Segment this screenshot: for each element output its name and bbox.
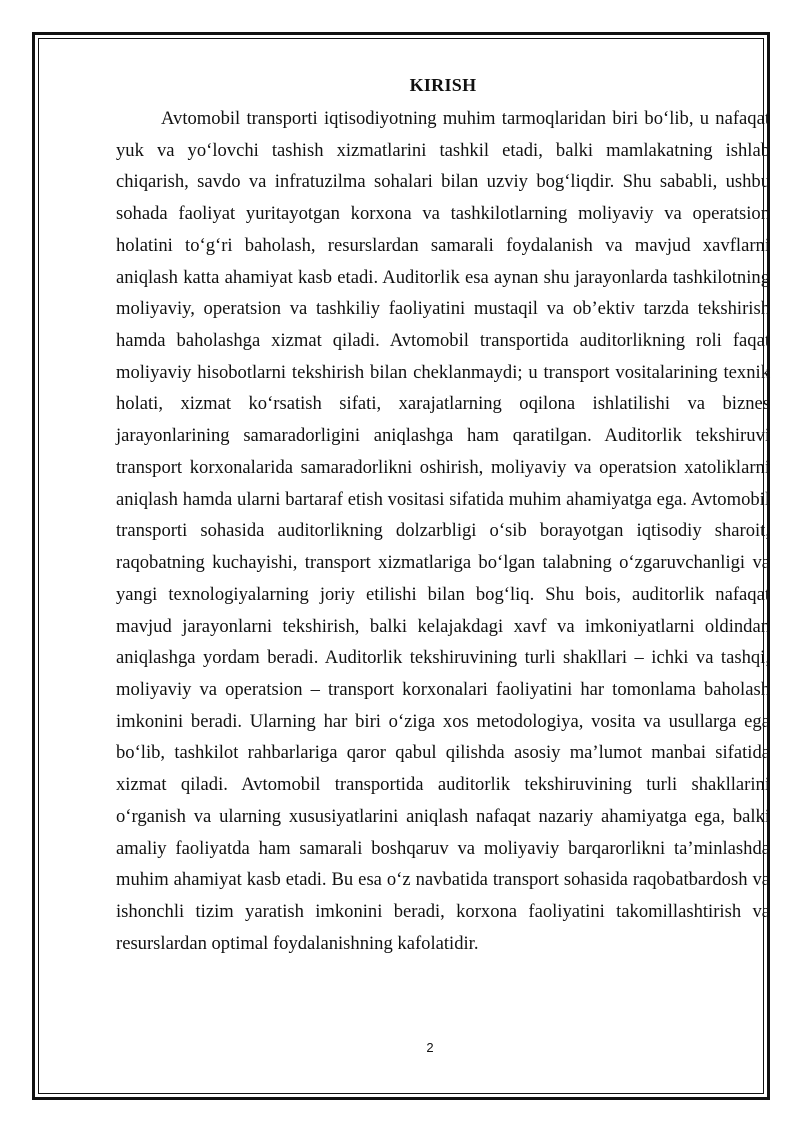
document-title: KIRISH [409, 75, 477, 95]
page-number: 2 [426, 1040, 434, 1055]
body-paragraph: Avtomobil transporti iqtisodiyotning muhim tarmoqlaridan biri bo‘lib, u nafaqat yuk va yo‘lovchi tashish xizmatlarini tashkil etadi, balki mamlakatning ishlab chiqarish, savdo va infratuzilma sohalari bilan uzviy bog‘liqdir. Shu sababli, ushbu sohada faoliyat yuritayotgan korxona va tashkilotlarning moliyaviy va operatsion holatini to‘g‘ri baholash, resurslardan samarali foydalanish va mavjud xavflarni aniqlash katta ahamiyat kasb etadi. Auditorlik esa aynan shu jarayonlarda tashkilotning moliyaviy, operatsion va tashkiliy faoliyatini mustaqil va ob’ektiv tarzda tekshirish hamda baholashga xizmat qiladi. Avtomobil transportida auditorlikning roli faqat moliyaviy hisobotlarni tekshirish bilan cheklanmaydi; u transport vositalarining texnik holati, xizmat ko‘rsatish sifati, xarajatlarning oqilona ishlatilishi va biznes jarayonlarining samaradorligini aniqlashga ham qaratilgan. Auditorlik tekshiruvi transport korxonalarida samaradorlikni oshirish, moliyaviy va operatsion xatoliklarni aniqlash hamda ularni bartaraf etish vositasi sifatida muhim ahamiyatga ega. Avtomobil transporti sohasida auditorlikning dolzarbligi o‘sib borayotgan iqtisodiy sharoit, raqobatning kuchayishi, transport xizmatlariga bo‘lgan talabning o‘zgaruvchanligi va yangi texnologiyalarning joriy etilishi bilan bog‘liq. Shu bois, auditorlik nafaqat mavjud jarayonlarni tekshirish, balki kelajakdagi xavf va imkoniyatlarni oldindan aniqlashga yordam beradi. Auditorlik tekshiruvining turli shakllari – ichki va tashqi, moliyaviy va operatsion – transport korxonalari faoliyatini har tomonlama baholash imkonini beradi. Ularning har biri o‘ziga xos metodologiya, vosita va usullarga ega bo‘lib, tashkilot rahbarlariga qaror qabul qilishda asosiy ma’lumot manbai sifatida xizmat qiladi. Avtomobil transportida auditorlik tekshiruvining turli shakllarini o‘rganish va ularning xususiyatlarini aniqlash nafaqat nazariy ahamiyatga ega, balki amaliy faoliyatda ham samarali boshqaruv va moliyaviy barqarorlikni ta’minlashda muhim ahamiyat kasb etadi. Bu esa o‘z navbatida transport sohasida raqobatbardosh va ishonchli tizim yaratish imkonini beradi, korxona faoliyatini takomillashtirish va resurslardan optimal foydalanishning kafolatidir. [116, 108, 770, 954]
document-content [116, 70, 770, 959]
